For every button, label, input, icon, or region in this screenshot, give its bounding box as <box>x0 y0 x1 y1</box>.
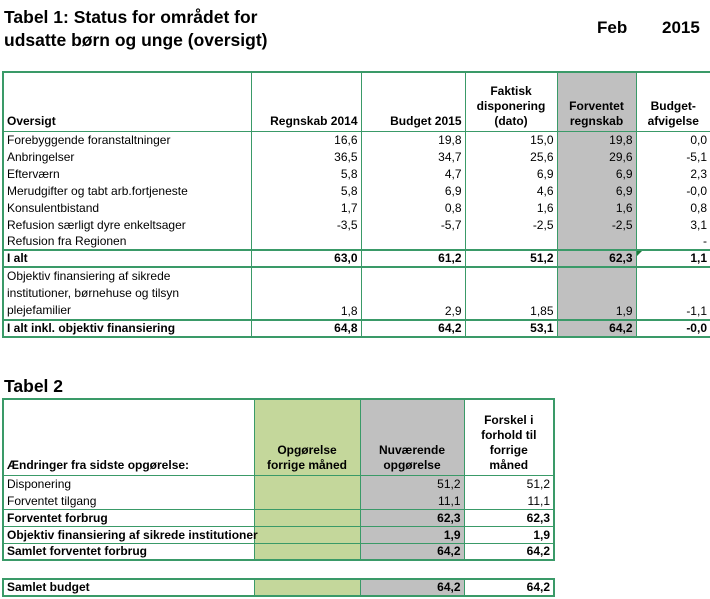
cell-forskel: 1,9 <box>464 526 554 543</box>
objektiv-faktisk: 1,85 <box>465 267 557 320</box>
cell-budget-2015: 19,8 <box>361 131 465 148</box>
row-label: Forventet tilgang <box>3 492 254 509</box>
table-row <box>3 148 710 165</box>
cell-nuvaerende: 51,2 <box>360 475 464 492</box>
col-forventet-regnskab <box>557 72 636 131</box>
cell-afvigelse: 3,1 <box>636 216 710 233</box>
grand-total-regnskab-2014: 64,8 <box>251 320 361 337</box>
cell-regnskab-2014 <box>251 233 361 250</box>
objektiv-label-l1: Objektiv finansiering af sikrede <box>7 269 171 283</box>
col-aendringer: Ændringer fra sidste opgørelse: <box>3 399 254 475</box>
cell-budget-2015: -5,7 <box>361 216 465 233</box>
table-row <box>3 492 554 509</box>
samlet-budget-forskel: 64,2 <box>464 579 554 596</box>
table-row <box>3 182 710 199</box>
cell-forskel: 62,3 <box>464 509 554 526</box>
col-forrige-l2: forrige måned <box>266 457 347 472</box>
col-forskel <box>464 399 554 475</box>
grand-total-afvigelse: -0,0 <box>636 320 710 337</box>
table2-title: Tabel 2 <box>4 376 64 396</box>
cell-forventet: 6,9 <box>557 182 636 199</box>
total-faktisk: 51,2 <box>465 250 557 267</box>
total-label: I alt <box>3 250 251 267</box>
col-afv-l1: Budget- <box>650 98 696 113</box>
samlet-budget-forrige <box>254 579 360 596</box>
total-forventet: 62,3 <box>557 250 636 267</box>
cell-faktisk: 25,6 <box>465 148 557 165</box>
samlet-budget-row <box>3 579 554 596</box>
objektiv-label-l2: institutioner, børnehuse og tilsyn <box>7 286 180 300</box>
cell-afvigelse: -0,0 <box>636 182 710 199</box>
col-faktisk-l3: (dato) <box>494 113 528 128</box>
objektiv-afvigelse: -1,1 <box>636 267 710 320</box>
col-forskel-l2: forhold til <box>481 427 537 442</box>
col-nuvaerende <box>360 399 464 475</box>
total-afvigelse: 1,1 <box>636 250 710 267</box>
cell-faktisk: 6,9 <box>465 165 557 182</box>
objektiv-budget-2015: 2,9 <box>361 267 465 320</box>
grand-total-forventet: 64,2 <box>557 320 636 337</box>
changes-table <box>2 398 555 561</box>
cell-regnskab-2014: -3,5 <box>251 216 361 233</box>
report-month: Feb <box>597 18 628 37</box>
samlet-budget-table <box>2 578 555 597</box>
col-forrige-l1: Opgørelse <box>277 442 337 457</box>
objektiv-label-l3: plejefamilier <box>7 303 72 317</box>
cell-regnskab-2014: 5,8 <box>251 182 361 199</box>
table-row <box>3 165 710 182</box>
cell-forventet: 6,9 <box>557 165 636 182</box>
row-label: Konsulentbistand <box>3 199 251 216</box>
cell-forskel: 11,1 <box>464 492 554 509</box>
row-label: Refusion særligt dyre enkeltsager <box>3 216 251 233</box>
col-forskel-l4: måned <box>489 457 529 472</box>
objektiv-forventet: 1,9 <box>557 267 636 320</box>
cell-faktisk <box>465 233 557 250</box>
cell-afvigelse: -5,1 <box>636 148 710 165</box>
status-table-header <box>3 72 710 131</box>
col-faktisk-l2: disponering <box>476 98 546 113</box>
cell-budget-2015: 6,9 <box>361 182 465 199</box>
cell-faktisk: 4,6 <box>465 182 557 199</box>
cell-forventet: 29,6 <box>557 148 636 165</box>
table-row <box>3 233 710 250</box>
col-oversigt: Oversigt <box>3 72 251 131</box>
cell-forrige <box>254 543 360 560</box>
cell-afvigelse: 0,0 <box>636 131 710 148</box>
cell-afvigelse: 2,3 <box>636 165 710 182</box>
cell-nuvaerende: 11,1 <box>360 492 464 509</box>
report-year: 2015 <box>662 18 700 37</box>
col-faktisk-l1: Faktisk <box>490 83 532 98</box>
col-forskel-l3: forrige <box>489 442 528 457</box>
col-nuv-l1: Nuværende <box>378 442 446 457</box>
col-budget-2015: Budget 2015 <box>361 72 465 131</box>
grand-total-label: I alt inkl. objektiv finansiering <box>3 320 251 337</box>
total-budget-2015: 61,2 <box>361 250 465 267</box>
col-forskel-l1: Forskel i <box>484 412 534 427</box>
cell-forskel: 64,2 <box>464 543 554 560</box>
cell-regnskab-2014: 36,5 <box>251 148 361 165</box>
cell-forventet <box>557 233 636 250</box>
cell-regnskab-2014: 5,8 <box>251 165 361 182</box>
cell-forrige <box>254 509 360 526</box>
objektiv-row <box>3 267 710 320</box>
grand-total-faktisk: 53,1 <box>465 320 557 337</box>
cell-forrige <box>254 475 360 492</box>
row-label: Forebyggende foranstaltninger <box>3 131 251 148</box>
cell-budget-2015: 4,7 <box>361 165 465 182</box>
row-label: Objektiv finansiering af sikrede institutioner <box>3 526 254 543</box>
cell-nuvaerende: 62,3 <box>360 509 464 526</box>
cell-faktisk: 15,0 <box>465 131 557 148</box>
col-forventet-l1: Forventet <box>569 98 624 113</box>
cell-forventet: -2,5 <box>557 216 636 233</box>
changes-table-header <box>3 399 554 475</box>
col-faktisk-disponering <box>465 72 557 131</box>
cell-nuvaerende: 1,9 <box>360 526 464 543</box>
table-row <box>3 216 710 233</box>
objektiv-regnskab-2014: 1,8 <box>251 267 361 320</box>
col-regnskab-2014: Regnskab 2014 <box>251 72 361 131</box>
cell-forventet: 1,6 <box>557 199 636 216</box>
cell-forventet: 19,8 <box>557 131 636 148</box>
cell-faktisk: 1,6 <box>465 199 557 216</box>
cell-forrige <box>254 492 360 509</box>
table1-title-line1: Tabel 1: Status for området for <box>4 7 258 27</box>
table-row <box>3 543 554 560</box>
cell-regnskab-2014: 16,6 <box>251 131 361 148</box>
table-row <box>3 526 554 543</box>
row-label: Merudgifter og tabt arb.fortjeneste <box>3 182 251 199</box>
col-budgetafvigelse <box>636 72 710 131</box>
row-label: Efterværn <box>3 165 251 182</box>
samlet-budget-label: Samlet budget <box>3 579 254 596</box>
status-table <box>2 71 710 338</box>
table-row <box>3 509 554 526</box>
total-row <box>3 250 710 267</box>
table1-title <box>4 6 267 52</box>
row-label: Anbringelser <box>3 148 251 165</box>
cell-budget-2015 <box>361 233 465 250</box>
cell-nuvaerende: 64,2 <box>360 543 464 560</box>
cell-budget-2015: 34,7 <box>361 148 465 165</box>
table-row <box>3 199 710 216</box>
col-nuv-l2: opgørelse <box>383 457 441 472</box>
table-row <box>3 475 554 492</box>
total-regnskab-2014: 63,0 <box>251 250 361 267</box>
grand-total-row <box>3 320 710 337</box>
col-afv-l2: afvigelse <box>647 113 699 128</box>
grand-total-budget-2015: 64,2 <box>361 320 465 337</box>
cell-afvigelse: - <box>636 233 710 250</box>
cell-faktisk: -2,5 <box>465 216 557 233</box>
row-label: Samlet forventet forbrug <box>3 543 254 560</box>
row-label: Disponering <box>3 475 254 492</box>
cell-forskel: 51,2 <box>464 475 554 492</box>
cell-forrige <box>254 526 360 543</box>
row-label: Refusion fra Regionen <box>3 233 251 250</box>
table1-title-line2: udsatte børn og unge (oversigt) <box>4 30 268 50</box>
col-forventet-l2: regnskab <box>569 113 624 128</box>
row-label: Forventet forbrug <box>3 509 254 526</box>
cell-regnskab-2014: 1,7 <box>251 199 361 216</box>
cell-afvigelse: 0,8 <box>636 199 710 216</box>
objektiv-label <box>3 267 251 320</box>
table-row <box>3 131 710 148</box>
cell-budget-2015: 0,8 <box>361 199 465 216</box>
samlet-budget-nuvaerende: 64,2 <box>360 579 464 596</box>
col-opgoerelse-forrige <box>254 399 360 475</box>
